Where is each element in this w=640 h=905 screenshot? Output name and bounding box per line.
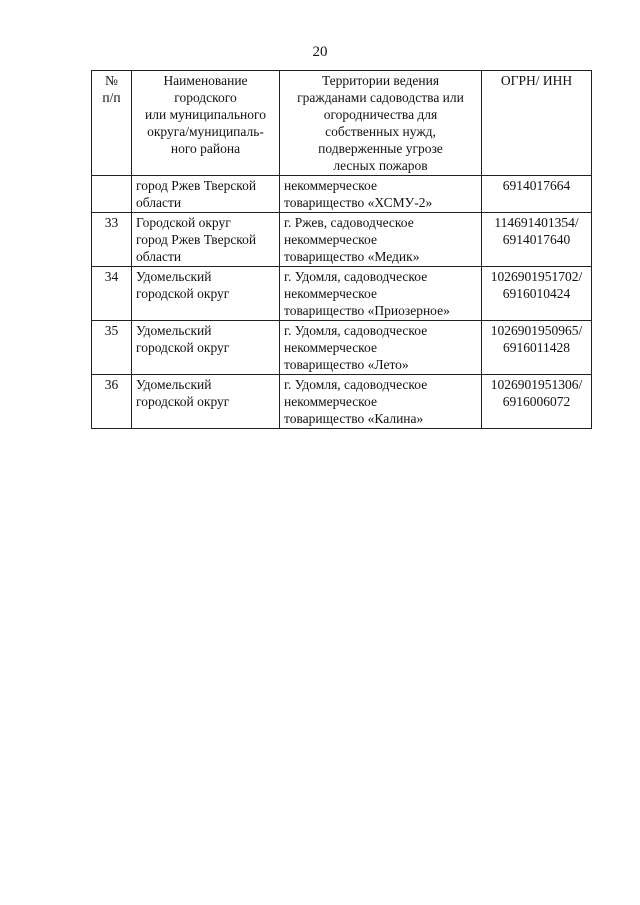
table-row (92, 375, 592, 429)
row-ogrn: 6914017664 (482, 176, 592, 213)
territories-table (91, 70, 592, 429)
row-name: Удомельский городской округ (132, 375, 280, 429)
table-row (92, 176, 592, 213)
header-ogrn: ОГРН/ ИНН (482, 71, 592, 176)
page-number: 20 (312, 44, 328, 60)
row-ogrn: 1026901950965/ 6916011428 (482, 321, 592, 375)
row-num (92, 176, 132, 213)
row-num: 33 (92, 213, 132, 267)
row-ogrn: 1026901951306/ 6916006072 (482, 375, 592, 429)
row-name: Городской округ город Ржев Тверской области (132, 213, 280, 267)
row-ogrn: 114691401354/ 6914017640 (482, 213, 592, 267)
row-territory: некоммерческое товарищество «ХСМУ-2» (280, 176, 482, 213)
table-row (92, 321, 592, 375)
header-num: № п/п (92, 71, 132, 176)
row-num: 35 (92, 321, 132, 375)
table-row (92, 267, 592, 321)
row-name: Удомельский городской округ (132, 321, 280, 375)
row-name: Удомельский городской округ (132, 267, 280, 321)
row-name: город Ржев Тверской области (132, 176, 280, 213)
table-row (92, 213, 592, 267)
row-num: 36 (92, 375, 132, 429)
table-header-row (92, 71, 592, 176)
row-territory: г. Удомля, садоводческое некоммерческое товарищество «Калина» (280, 375, 482, 429)
row-num: 34 (92, 267, 132, 321)
row-territory: г. Ржев, садоводческое некоммерческое товарищество «Медик» (280, 213, 482, 267)
header-territory: Территории ведения гражданами садоводства или огородничества для собственных нужд, подверженные угрозе лесных пожаров (280, 71, 482, 176)
row-ogrn: 1026901951702/ 6916010424 (482, 267, 592, 321)
row-territory: г. Удомля, садоводческое некоммерческое товарищество «Приозерное» (280, 267, 482, 321)
header-name: Наименование городского или муниципального округа/муниципаль- ного района (132, 71, 280, 176)
row-territory: г. Удомля, садоводческое некоммерческое товарищество «Лето» (280, 321, 482, 375)
